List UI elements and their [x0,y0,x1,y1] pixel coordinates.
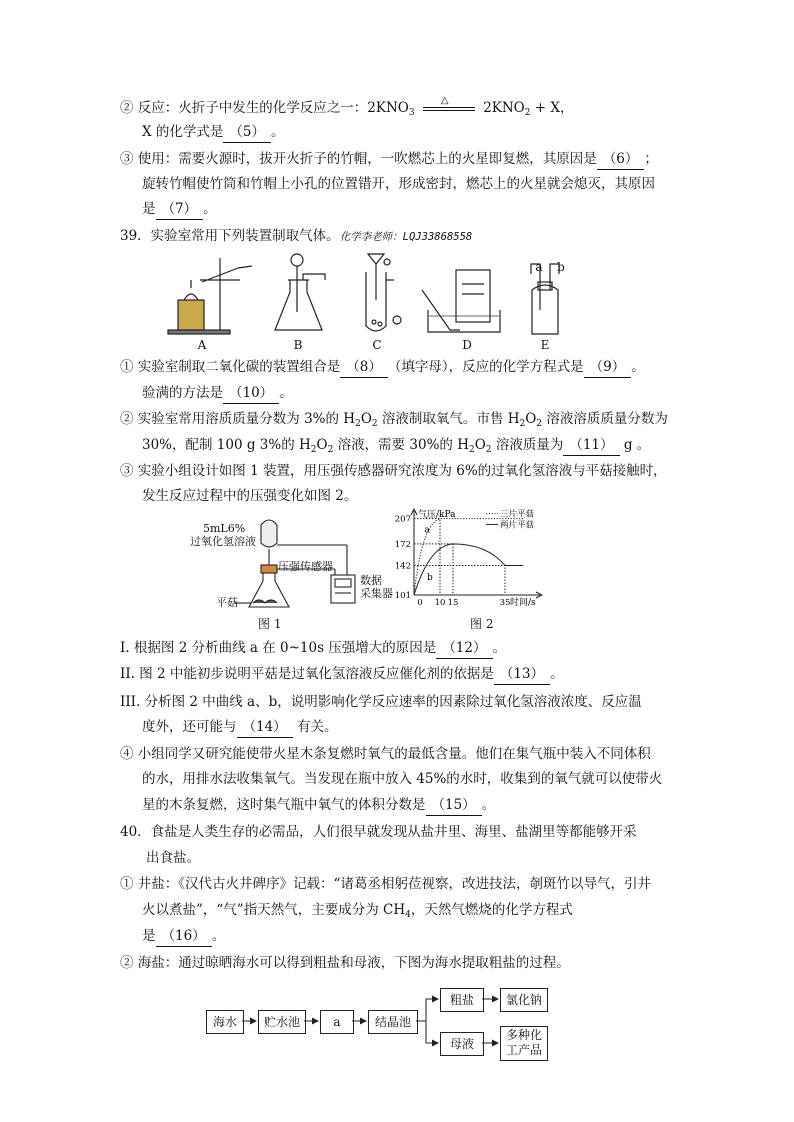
legend-b-label: 两片平菇 [500,520,535,531]
answer-blank-8[interactable]: （8） [340,357,388,378]
q39-item3-line2: 发生反应过程中的压强变化如图 2。 [142,488,358,504]
x-tick-15: 15 [447,598,459,608]
x-axis-label: 时间/s [510,598,536,608]
q39-item4-line2: 的水，用排水法收集氧气。当发现在瓶中放入 45%的水时，收集到的氧气就可以使带火 [142,771,663,787]
apparatus-e [531,264,559,334]
fig1-collector-line2: 采集器 [360,587,393,600]
apparatus-c [366,254,401,331]
curve-b-label: b [427,572,433,583]
guide-172 [414,544,453,595]
answer-blank-7[interactable]: （7） [156,199,204,220]
q38-item3-line3: 是 （7） 。 [142,199,217,220]
q39-sub-III-line1: III. 分析图 2 中曲线 a、b，说明影响化学反应速率的因素除过氧化氢溶液浓度、反应温 [120,694,642,710]
figure-2-pressure-chart [390,505,550,613]
q39-item1-line2: 验满的方法是 （10） 。 [142,383,293,404]
q40-stem-line1: 40．食盐是人类生存的必需品，人们很早就发现从盐井里、海里、盐湖里等都能够开采 [120,824,637,840]
q39-item2-line1: ② 实验室常用溶质质量分数为 3%的 $H_2O_2$ 溶液制取氧气。市售 $H_2O_2$ 溶液溶质质量分数为 [120,411,668,429]
answer-blank-11[interactable]: （11） [563,435,619,456]
q39-sub-III-line2: 度外，还可能与 （14） 有关。 [142,717,337,738]
q40-item2: ② 海盐：通过晾晒海水可以得到粗盐和母液，下图为海水提取粗盐的过程。 [120,955,570,971]
answer-blank-5[interactable]: （5） [223,122,271,143]
q40-item1-line1: ① 井盐：《汉代古火井碑序》记载：“诸葛丞相躬莅视察，改进技法，剞斑竹以导气，引井 [120,876,651,892]
curve-a-label: a [424,525,430,536]
q39-item4-line3: 星的木条复燃，这时集气瓶中氧气的体积分数是 （15） 。 [142,795,495,816]
apparatus-a [168,258,252,334]
y-tick-101: 101 [394,591,411,601]
q39-sub-I: I. 根据图 2 分析曲线 a 在 0~10s 压强增大的原因是 （12） 。 [120,638,506,659]
answer-blank-13[interactable]: （13） [494,664,550,685]
figure-2-caption: 图 2 [470,617,494,631]
answer-blank-6[interactable]: （6） [597,149,645,170]
q40-item1-line3: 是 （16） 。 [142,926,225,947]
dropping-funnel [261,520,277,547]
fig1-reagent-line2: 过氧化氢溶液 [190,535,256,548]
reaction-arrow: △ [419,98,479,118]
flow-storage-pool: 贮水池 [258,1010,306,1034]
teacher-watermark: 化学李老师：LQJ33868558 [339,231,473,243]
apparatus-label-b: B [293,338,303,352]
answer-blank-9[interactable]: （9） [584,357,632,378]
y-axis-label: 气压/kPa [418,510,456,520]
q40-stem-line2: 出食盐。 [146,850,200,866]
tube-label-a: a [535,260,543,274]
q40-item1-line2: 火以煮盐”，“气”指天然气，主要成分为 $CH_4$，天然气燃烧的化学方程式 [142,902,573,920]
flow-step-a: a [320,1010,354,1034]
fig1-mushroom-label: 平菇 [216,596,238,609]
q39-item3-line1: ③ 实验小组设计如图 1 装置，用压强传感器研究浓度为 6%的过氧化氢溶液与平菇接触时， [120,463,667,479]
flow-mother-liquor: 母液 [440,1032,484,1056]
curve-b [414,544,523,595]
legend-a-label: 三片平菇 [500,509,535,520]
apparatus-figure [160,250,580,350]
y-tick-172: 172 [394,539,411,550]
apparatus-label-a: A [197,338,207,352]
y-tick-207: 207 [394,514,411,525]
flow-chemical-products: 多种化 工产品 [500,1026,548,1061]
x-tick-0: 0 [417,598,423,608]
answer-blank-10[interactable]: （10） [223,383,279,404]
apparatus-d [422,270,500,332]
fig1-collector-line1: 数据 [360,574,382,587]
flow-crude-salt: 粗盐 [440,988,484,1012]
q38-item2-line1: ② 反应：火折子中发生的化学反应之一：$2KNO_3$ △ $2KNO_2 + X$， [120,95,574,118]
flow-sodium-chloride: 氯化钠 [500,988,548,1012]
q38-item3-line1: ③ 使用：需要火源时，拔开火折子的竹帽，一吹燃芯上的火星即复燃，其原因是 （6） ； [120,149,658,170]
fig1-sensor-label: 压强传感器 [278,560,333,573]
q38-item3-line2: 旋转竹帽使竹筒和竹帽上小孔的位置错开，形成密封，燃芯上的火星就会熄灭，其原因 [142,176,655,192]
q39-sub-II: II. 图 2 中能初步说明平菇是过氧化氢溶液反应催化剂的依据是 （13） 。 [120,664,564,685]
answer-blank-12[interactable]: （12） [436,638,492,659]
apparatus-b [275,254,325,330]
q39-item4-line1: ④ 小组同学又研究能使带火星木条复燃时氧气的最低含量。他们在集气瓶中装入不同体积 [120,746,651,762]
figure-1-caption: 图 1 [258,617,282,631]
flow-seawater: 海水 [206,1010,244,1034]
x-tick-10: 10 [434,598,446,608]
q39-stem: 39．实验室常用下列装置制取气体。化学李老师：LQJ33868558 [120,228,473,244]
q39-item1-line1: ① 实验室制取二氧化碳的装置组合是 （8） （填字母），反应的化学方程式是 （9） 。 [120,357,645,378]
answer-blank-15[interactable]: （15） [426,795,482,816]
q39-item2-line2: 30%，配制 100 g 3%的 $H_2O_2$ 溶液，需要 30%的 $H_2O_2$ 溶液质量为 （11） g 。 [142,437,651,455]
answer-blank-14[interactable]: （14） [237,717,293,738]
x-tick-35: 35 [499,598,511,608]
y-tick-142: 142 [394,561,411,572]
q38-item2-line2: X 的化学式是 （5） 。 [142,122,285,143]
apparatus-label-d: D [462,338,472,352]
fig1-reagent-line1: 5mL6% [203,522,246,535]
apparatus-label-c: C [372,338,382,352]
tube-label-b: b [557,260,565,274]
answer-blank-16[interactable]: （16） [156,926,212,947]
apparatus-label-e: E [540,338,550,352]
flow-crystallization-pool: 结晶池 [368,1010,418,1034]
